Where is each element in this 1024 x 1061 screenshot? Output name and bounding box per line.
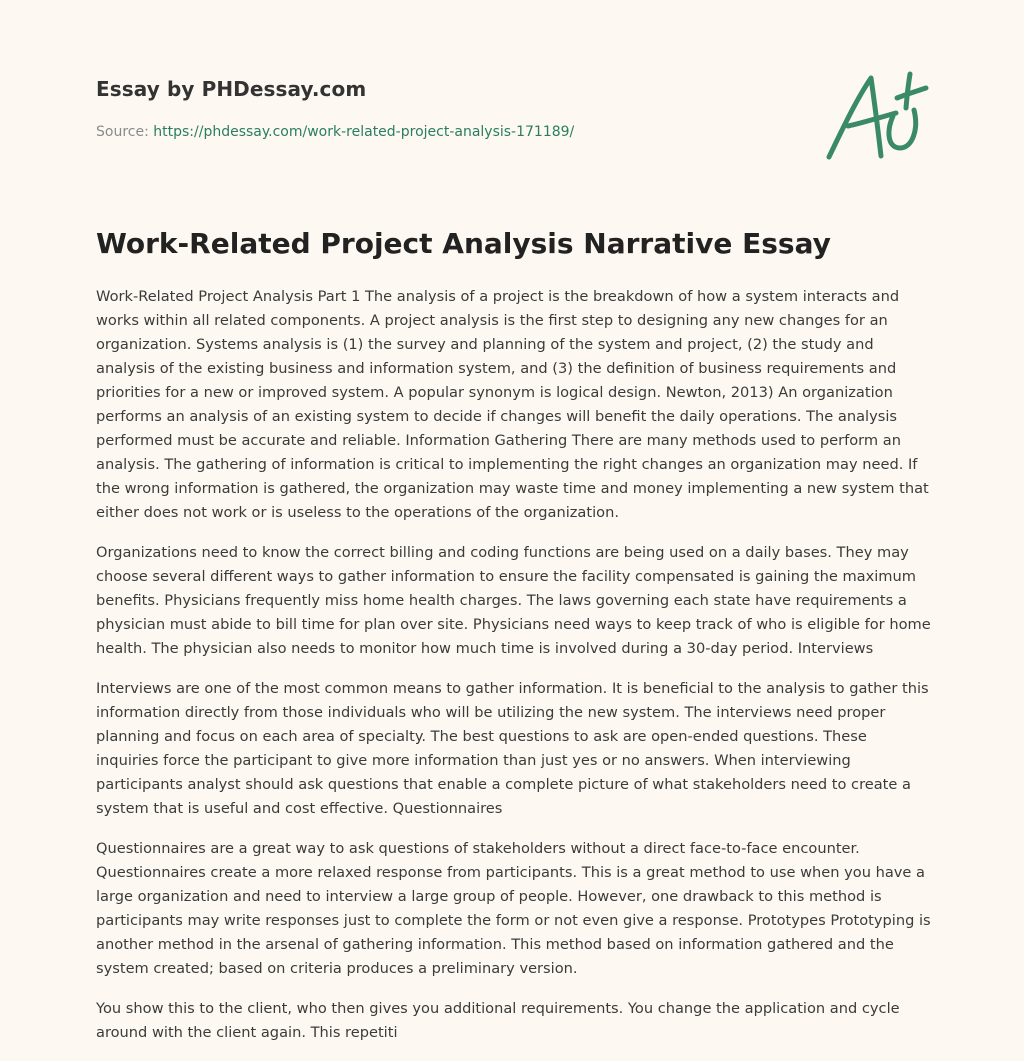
essay-body	[96, 285, 932, 1061]
essay-paragraph: Organizations need to know the correct billing and coding functions are being used on a daily bases. They may choose several different ways to gather information to ensure the facility compensated is gaining the maximum benefits. Physicians frequently miss home health charges. The laws governing each state have requirements a physician must abide to bill time for plan over site. Physicians need ways to keep track of who is eligible for home health. The physician also needs to monitor how much time is involved during a 30-day period. Interviews	[96, 544, 931, 657]
essay-paragraph: You show this to the client, who then gives you additional requirements. You change the application and cycle around with the client again. This repetiti	[96, 1000, 900, 1041]
a-plus-logo-icon	[822, 68, 930, 164]
source-link[interactable]: https://phdessay.com/work-related-project-analysis-171189/	[153, 124, 575, 140]
source-label: Source:	[96, 124, 154, 140]
source-line	[96, 124, 574, 140]
essay-paragraph: Work-Related Project Analysis Part 1 The analysis of a project is the breakdown of how a system interacts and works within all related components. A project analysis is the first step to designing any new changes for an organization. Systems analysis is (1) the survey and planning of the system and project, (2) the study and analysis of the existing business and information system, and (3) the definition of business requirements and priorities for a new or improved system. A popular synonym is logical design. Newton, 2013) An organization performs an analysis of an existing system to decide if changes will benefit the daily operations. The analysis performed must be accurate and reliable. Information Gathering There are many methods used to perform an analysis. The gathering of information is critical to implementing the right changes an organization may need. If the wrong information is gathered, the organization may waste time and money implementing a new system that either does not work or is useless to the operations of the organization.	[96, 288, 929, 521]
essay-paragraph: Interviews are one of the most common means to gather information. It is beneficial to the analysis to gather this information directly from those individuals who will be utilizing the new system. The interviews need proper planning and focus on each area of specialty. The best questions to ask are open-ended questions. These inquiries force the participant to give more information than just yes or no answers. When interviewing participants analyst should ask questions that enable a complete picture of what stakeholders need to create a system that is useful and cost effective. Questionnaires	[96, 680, 929, 817]
essay-paragraph: Questionnaires are a great way to ask questions of stakeholders without a direct face-to-face encounter. Questionnaires create a more relaxed response from participants. This is a great method to use when you have a large organization and need to interview a large group of people. However, one drawback to this method is participants may write responses just to complete the form or not even give a response. Prototypes Prototyping is another method in the arsenal of gathering information. This method based on information gathered and the system created; based on criteria produces a preliminary version.	[96, 840, 931, 977]
essay-title: Work-Related Project Analysis Narrative Essay	[96, 227, 831, 260]
site-brand: Essay by PHDessay.com	[96, 77, 367, 101]
